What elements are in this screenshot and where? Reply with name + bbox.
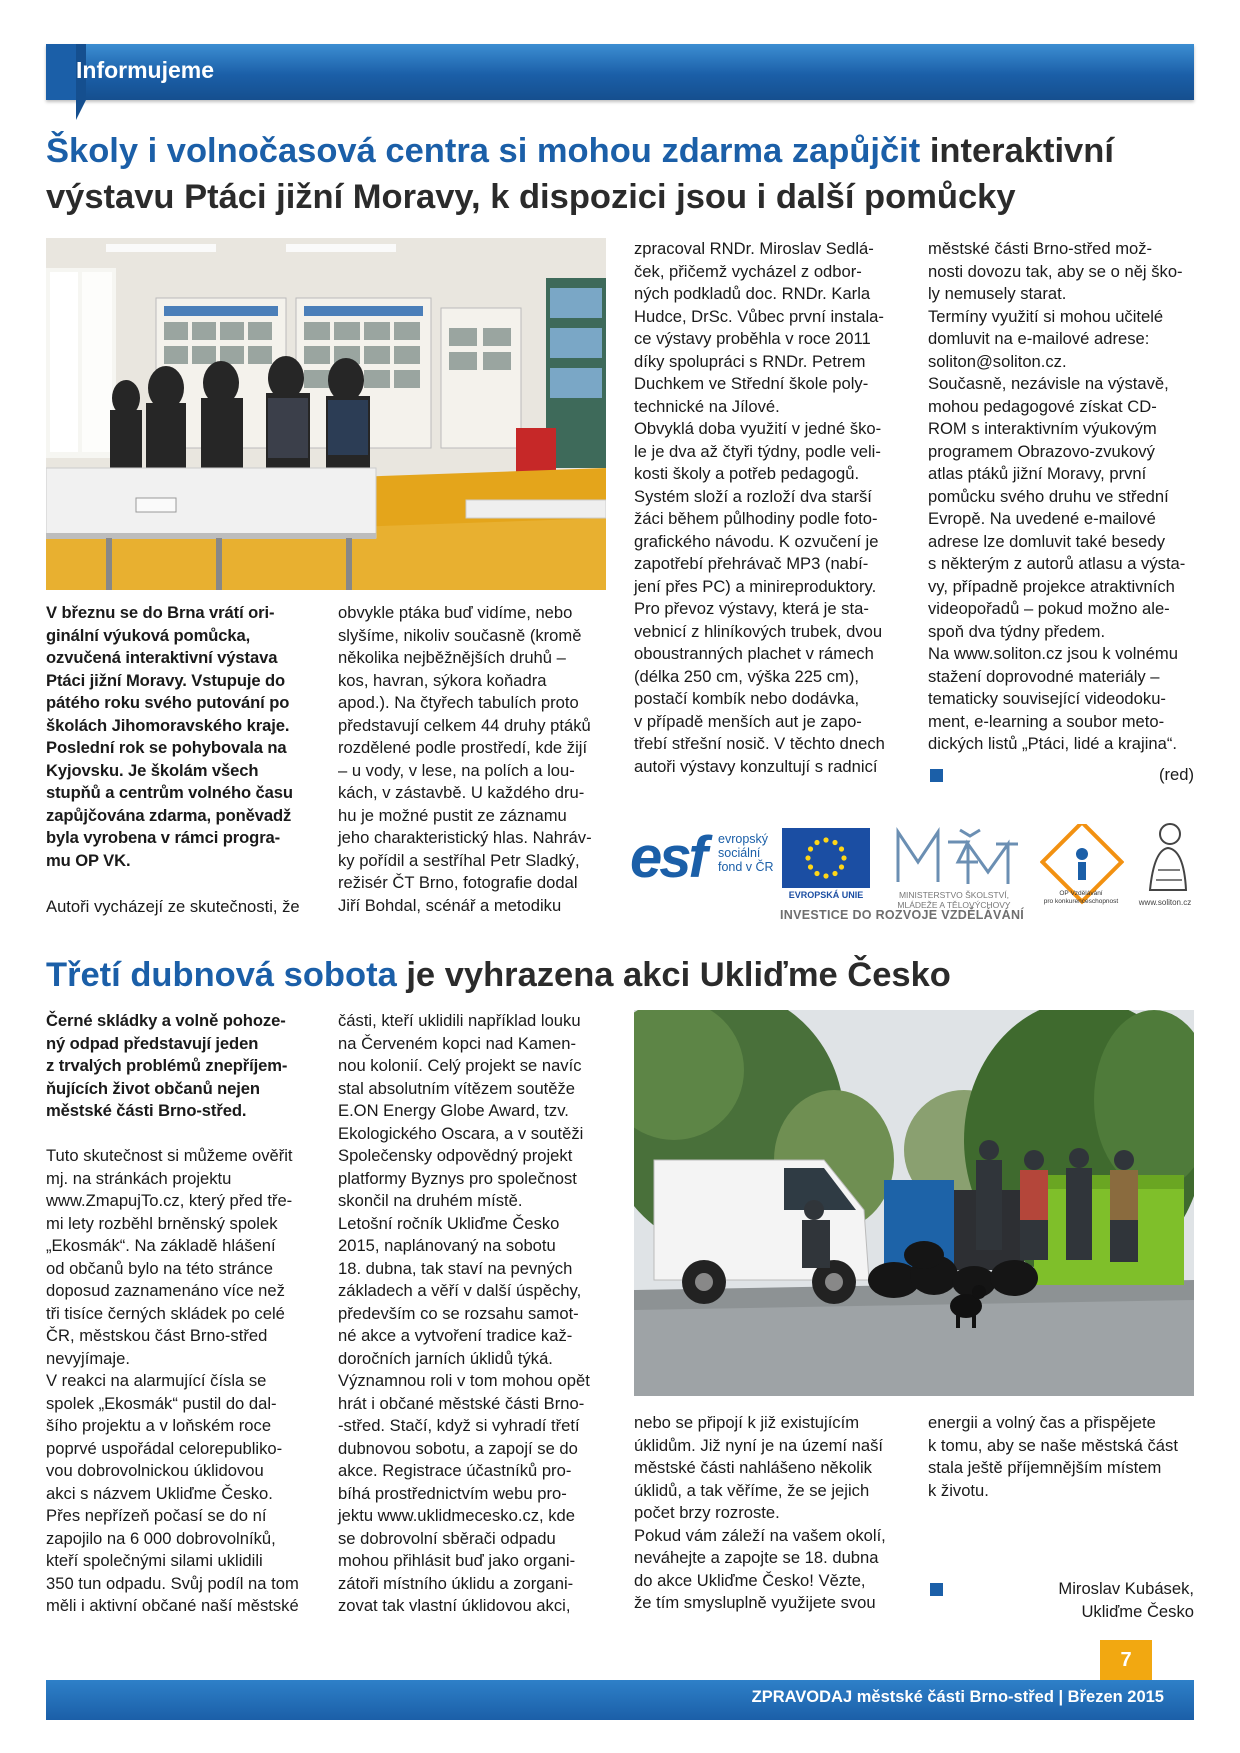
- end-square-icon: [930, 1583, 943, 1596]
- article1-headline-rest: interaktivní: [920, 132, 1114, 170]
- article2-headline-rest: je vyhrazena akci Ukliďme Česko: [396, 956, 951, 994]
- article1-signature-row: [928, 764, 1194, 788]
- article2-column1: Tuto skutečnost si můžeme ověřit mj. na stránkách projektu www.ZmapujTo.cz, který před tře- mi lety rozběhl brněnský spolek „Ekosmák“. Na základě hlášení od občanů bylo na této stránce doposud zaznamenáno více než tři tisíce černých skládek po celé ČR, městskou část Brno-střed nevyjímaje. V reakci na alarmující čísla se spolek „Ekosmák“ pustil do dal- šího projektu a v loňském roce poprvé uspořádal celorepubliko- vou dobrovolnickou úklidovou akci s názvem Ukliďme Česko. Přes nepřízeň počasí se do ní zapojilo na 6 000 dobrovolníků, kteří společnými silami uklidili 350 tun odpadu. Svůj podíl na tom měli i aktivní občané naší městské: [46, 1146, 299, 1615]
- article1-column1-tail: Autoři vycházejí ze skutečnosti, že: [46, 897, 300, 916]
- esf-logo: esf: [630, 825, 705, 890]
- article2-headline: [46, 952, 1196, 998]
- soliton-bird-logo-icon: [1140, 820, 1196, 896]
- section-header-band: [46, 44, 1194, 100]
- article2-signature-row: [928, 1578, 1194, 1628]
- cleanup-volunteers-photo: [634, 1010, 1194, 1396]
- section-label: Informujeme: [76, 57, 215, 83]
- exhibition-photo: [46, 238, 606, 590]
- msmt-label: MINISTERSTVO ŠKOLSTVÍ, MLÁDEŽE A TĚLOVÝCHOVY: [897, 890, 1011, 910]
- page-number: 7: [1100, 1640, 1152, 1680]
- article1-signature: (red): [1158, 765, 1194, 784]
- article2-signature: Miroslav Kubásek, Ukliďme Česko: [1058, 1579, 1194, 1621]
- article1-headline-highlight: Školy i volnočasová centra si mohou zdarma zapůjčit: [46, 132, 921, 170]
- soliton-label: www.soliton.cz: [1138, 898, 1192, 907]
- article1-lead: V březnu se do Brna vrátí ori- ginální výuková pomůcka, ozvučená interaktivní výstava Ptáci jižní Moravy. Vstupuje do pátého roku svého putování po školách Jihomoravského kraje. Poslední rok se pohybovala na Kyjovsku. Je školám všech stupňů a centrům volného času zapůjčována zdarma, poněvadž byla vyrobena v rámci progra- mu OP VK.: [46, 603, 293, 870]
- article1-column4: městské části Brno-střed mož- nosti dovozu tak, aby se o něj ško- ly nemusely starat. Termíny využití si mohou učitelé domluvit na e-mailové adrese: soliton@soliton.cz. Současně, nezávisle na výstavě, mohou pedagogové získat CD- ROM s interaktivním výukovým programem Obrazovo-zvukový atlas ptáků jižní Moravy, první pomůcku svého druhu ve střední Evropě. Na uvedené e-mailové adrese lze domluvit také besedy s některým z autorů atlasu a výsta- vy, případně projekce atraktivních videopořadů – pokud možno ale- spoň dva týdny předem. Na www.soliton.cz jsou k volnému stažení doprovodné materiály – tematicky související videodoku- ment, e-learning a soubor meto- dických listů „Ptáci, lidé a krajina“.: [928, 239, 1186, 753]
- investice-slogan: INVESTICE DO ROZVOJE VZDĚLÁVÁNÍ: [780, 908, 1025, 922]
- article1-column2: obvykle ptáka buď vidíme, nebo slyšíme, nikoliv současně (kromě několika nejběžnějších druhů – kos, havran, sýkora koňadra apod.). Na čtyřech tabulích proto představují celkem 44 druhy ptáků rozdělené podle prostředí, kde žijí – u vody, v lese, na polích a lou- kách, v zástavbě. U každého dru- hu je možné pustit ze záznamu jeho charakteristický hlas. Nahráv- ky pořídil a sestříhal Petr Sladký, režisér ČT Brno, fotografie dodal Jiří Bohdal, scénář a metodiku: [338, 603, 592, 915]
- end-square-icon: [930, 769, 943, 782]
- eu-flag-icon: [782, 828, 870, 888]
- article2-headline-highlight: Třetí dubnová sobota: [46, 956, 397, 994]
- esf-logo-text: evropský sociální fond v ČR: [718, 832, 774, 874]
- article1-column3: zpracoval RNDr. Miroslav Sedlá- ček, přičemž vycházel z odbor- ných podkladů doc. RNDr. Karla Hudce, DrSc. Vůbec první instala- ce výstavy proběhla v roce 2011 díky spolupráci s RNDr. Petrem Duchkem ve Střední škole poly- technické na Jílové. Obvyklá doba využití v jedné ško- le je dva až čtyři týdny, podle veli- kosti školy a potřeb pedagogů. Systém složí a rozloží dva starší žáci během půlhodiny podle foto- grafického návodu. K ozvučení je zapotřebí přehrávač MP3 (nabí- jení přes PC) a minireproduktory. Pro převoz výstavy, která je sta- vebnicí z hliníkových trubek, dvou oboustranných plachet v rámech (délka 250 cm, výška 225 cm), postačí kombík nebo dodávka, v případě menších aut je zapo- třebí střešní nosič. V těchto dnech autoři výstavy konzultují s radnicí: [634, 239, 885, 776]
- article2-lead: Černé skládky a volně pohoze- ný odpad představují jeden z trvalých problémů znepříjem- ňujících život občanů nejen městské části Brno-střed.: [46, 1011, 288, 1120]
- article2-column4: energii a volný čas a přispějete k tomu, aby se naše městská část stala ještě příjemnějším místem k životu.: [928, 1413, 1178, 1500]
- article1-headline-line2: výstavu Ptáci jižní Moravy, k dispozici jsou i další pomůcky: [46, 178, 1016, 216]
- funding-logos-strip: [630, 820, 1196, 920]
- op-vk-label: OP Vzdělávání pro konkurenceschopnost: [1043, 890, 1119, 905]
- article1-headline: [46, 128, 1196, 220]
- article2-column2: části, kteří uklidili například louku na Červeném kopci nad Kamen- nou kolonií. Celý projekt se navíc stal absolutním vítězem soutěže E.ON Energy Globe Award, tzv. Ekologického Oscara, a v soutěži Společensky odpovědný projekt platformy Byznys pro společnost skončil na druhém místě. Letošní ročník Ukliďme Česko 2015, naplánovaný na sobotu 18. dubna, tak staví na pevných základech a věří v další úspěchy, především co se rozsahu samot- né akce a vytvoření tradice kaž- doročních jarních úklidů týká. Významnou roli v tom mohou opět hrát i občané městské části Brno- -střed. Stačí, když si vyhradí třetí dubnovou sobotu, a zapojí se do akce. Registrace účastníků pro- bíhá prostřednictvím webu pro- jektu www.uklidmecesko.cz, kde se dobrovolní sběrači odpadu mohou přihlásit buď jako organi- zátoři místního úklidu a zorgani- zovat tak vlastní úklidovou akci,: [338, 1011, 590, 1615]
- footer-publication-text: ZPRAVODAJ městské části Brno-střed | Březen 2015: [751, 1688, 1164, 1706]
- eu-label: EVROPSKÁ UNIE: [788, 890, 864, 900]
- article2-column3: nebo se připojí k již existujícím úklidům. Již nyní je na území naší městské části nahlášeno několik úklidů, a tak věříme, že se jejich počet brzy rozroste. Pokud vám záleží na vašem okolí, neváhejte a zapojte se 18. dubna do akce Ukliďme Česko! Vězte, že tím smysluplně využijete svou: [634, 1413, 886, 1612]
